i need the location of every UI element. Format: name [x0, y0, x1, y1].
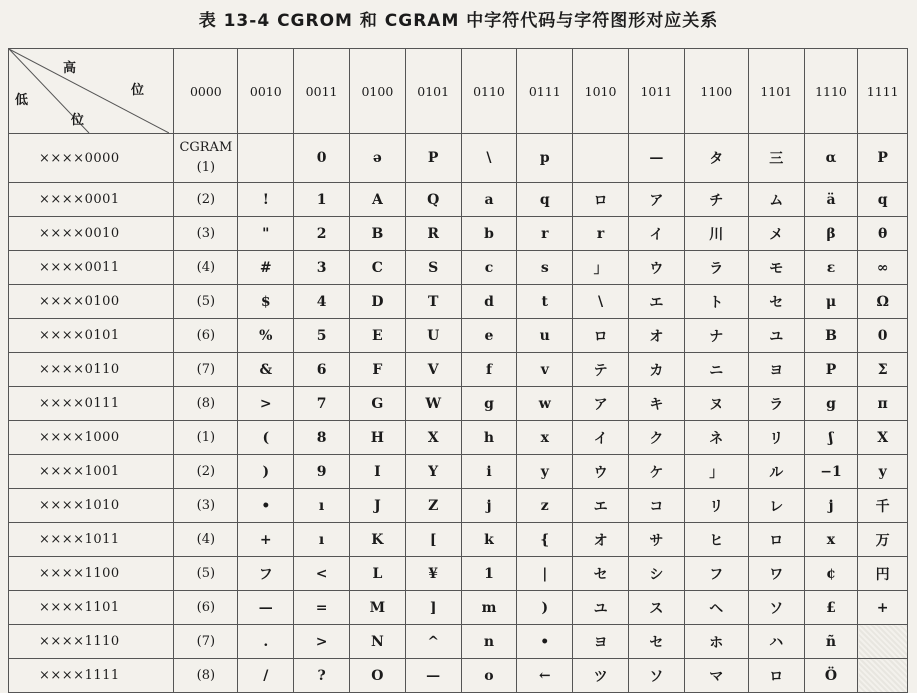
char-cell: ə	[349, 134, 405, 183]
row-low-bits: ××××1011	[9, 523, 174, 557]
char-cell: \	[461, 134, 517, 183]
column-header: 0110	[461, 49, 517, 134]
table-title: 表 13-4 CGROM 和 CGRAM 中字符代码与字符图形对应关系	[198, 11, 719, 31]
char-cell: H	[349, 421, 405, 455]
char-cell: サ	[628, 523, 684, 557]
cgram-slot: (4)	[174, 523, 238, 557]
row-low-bits: ××××1111	[9, 659, 174, 693]
char-cell: β	[804, 217, 858, 251]
table-row	[9, 217, 908, 251]
char-cell: ヘ	[684, 591, 748, 625]
char-cell: ı	[294, 489, 350, 523]
char-cell: ユ	[748, 319, 804, 353]
cgram-slot: (1)	[174, 421, 238, 455]
cgram-slot: (2)	[174, 183, 238, 217]
char-cell: [	[405, 523, 461, 557]
cgram-slot: (3)	[174, 489, 238, 523]
char-cell: E	[349, 319, 405, 353]
char-cell: g	[804, 387, 858, 421]
char-cell: ヌ	[684, 387, 748, 421]
char-cell: q	[858, 183, 908, 217]
char-cell: —	[405, 659, 461, 693]
char-cell: ∞	[858, 251, 908, 285]
char-cell: p	[517, 134, 573, 183]
char-cell: e	[461, 319, 517, 353]
char-cell: n	[461, 625, 517, 659]
char-cell: −1	[804, 455, 858, 489]
char-cell: 4	[294, 285, 350, 319]
table-row	[9, 387, 908, 421]
row-low-bits: ××××0011	[9, 251, 174, 285]
char-cell: ロ	[573, 319, 629, 353]
char-cell: ア	[573, 387, 629, 421]
char-cell: P	[804, 353, 858, 387]
cgram-slot: (5)	[174, 557, 238, 591]
column-header: 1010	[573, 49, 629, 134]
char-cell: 8	[294, 421, 350, 455]
char-cell: ウ	[573, 455, 629, 489]
char-cell: ヨ	[748, 353, 804, 387]
char-cell: •	[238, 489, 294, 523]
char-cell: テ	[573, 353, 629, 387]
table-row	[9, 251, 908, 285]
char-cell: 3	[294, 251, 350, 285]
row-low-bits: ××××1000	[9, 421, 174, 455]
char-cell: y	[858, 455, 908, 489]
table-row	[9, 319, 908, 353]
char-cell: ñ	[804, 625, 858, 659]
char-cell: I	[349, 455, 405, 489]
row-low-bits: ××××1101	[9, 591, 174, 625]
char-cell: ス	[628, 591, 684, 625]
char-cell: ヒ	[684, 523, 748, 557]
char-cell: T	[405, 285, 461, 319]
column-header: 1100	[684, 49, 748, 134]
row-low-bits: ××××1010	[9, 489, 174, 523]
char-cell: 6	[294, 353, 350, 387]
char-cell: Σ	[858, 353, 908, 387]
char-cell: 三	[748, 134, 804, 183]
char-cell: 2	[294, 217, 350, 251]
char-cell: 川	[684, 217, 748, 251]
table-row	[9, 455, 908, 489]
corner-low-pos-label: 位	[71, 113, 85, 128]
char-cell: セ	[628, 625, 684, 659]
char-cell: モ	[748, 251, 804, 285]
row-low-bits: ××××0010	[9, 217, 174, 251]
char-cell: h	[461, 421, 517, 455]
char-cell: X	[858, 421, 908, 455]
char-cell: ロ	[748, 659, 804, 693]
char-cell: μ	[804, 285, 858, 319]
column-header: 0010	[238, 49, 294, 134]
char-cell: イ	[573, 421, 629, 455]
char-cell: |	[517, 557, 573, 591]
char-cell: C	[349, 251, 405, 285]
char-cell: .	[238, 625, 294, 659]
cgram-slot: (8)	[174, 387, 238, 421]
char-cell: Y	[405, 455, 461, 489]
char-cell: 」	[573, 251, 629, 285]
row-low-bits: ××××0111	[9, 387, 174, 421]
char-cell: イ	[628, 217, 684, 251]
char-cell: ハ	[748, 625, 804, 659]
char-cell: U	[405, 319, 461, 353]
char-cell: ソ	[748, 591, 804, 625]
column-header: 0100	[349, 49, 405, 134]
char-cell	[858, 625, 908, 659]
char-cell: 万	[858, 523, 908, 557]
char-cell: !	[238, 183, 294, 217]
char-cell: オ	[628, 319, 684, 353]
char-cell: r	[573, 217, 629, 251]
table-row	[9, 285, 908, 319]
char-cell: 1	[461, 557, 517, 591]
char-cell: 5	[294, 319, 350, 353]
char-cell: ホ	[684, 625, 748, 659]
char-cell: L	[349, 557, 405, 591]
char-cell: {	[517, 523, 573, 557]
row-low-bits: ××××0101	[9, 319, 174, 353]
char-cell: ?	[294, 659, 350, 693]
char-cell: c	[461, 251, 517, 285]
char-cell: ユ	[573, 591, 629, 625]
char-cell: ク	[628, 421, 684, 455]
char-cell	[573, 134, 629, 183]
char-cell: ε	[804, 251, 858, 285]
table-row	[9, 591, 908, 625]
char-cell	[238, 134, 294, 183]
char-cell: P	[405, 134, 461, 183]
table-row	[9, 134, 908, 183]
char-cell: (	[238, 421, 294, 455]
char-cell: K	[349, 523, 405, 557]
char-cell: 9	[294, 455, 350, 489]
char-cell: ヨ	[573, 625, 629, 659]
char-cell: w	[517, 387, 573, 421]
char-cell: マ	[684, 659, 748, 693]
char-cell: t	[517, 285, 573, 319]
corner-cell	[9, 49, 174, 134]
char-cell: チ	[684, 183, 748, 217]
char-cell: V	[405, 353, 461, 387]
char-cell: d	[461, 285, 517, 319]
char-cell: 0	[858, 319, 908, 353]
char-cell: Z	[405, 489, 461, 523]
char-cell: r	[517, 217, 573, 251]
char-cell: O	[349, 659, 405, 693]
char-cell: "	[238, 217, 294, 251]
char-cell: g	[461, 387, 517, 421]
char-cell: ¥	[405, 557, 461, 591]
table-row	[9, 489, 908, 523]
char-cell: π	[858, 387, 908, 421]
char-cell: ナ	[684, 319, 748, 353]
char-cell: /	[238, 659, 294, 693]
cgram-slot: (5)	[174, 285, 238, 319]
column-header: 0101	[405, 49, 461, 134]
char-cell: y	[517, 455, 573, 489]
row-low-bits: ××××0000	[9, 134, 174, 183]
cgram-slot: CGRAM (1)	[174, 134, 238, 183]
char-cell: )	[238, 455, 294, 489]
char-cell: v	[517, 353, 573, 387]
cgram-slot: (7)	[174, 353, 238, 387]
char-cell: ¢	[804, 557, 858, 591]
char-cell: ア	[628, 183, 684, 217]
char-code-table	[8, 48, 908, 693]
char-cell: z	[517, 489, 573, 523]
char-cell	[858, 659, 908, 693]
table-body	[9, 134, 908, 693]
char-cell: M	[349, 591, 405, 625]
char-cell: ネ	[684, 421, 748, 455]
cgram-slot: (3)	[174, 217, 238, 251]
char-cell: x	[517, 421, 573, 455]
char-cell: >	[238, 387, 294, 421]
row-low-bits: ××××0110	[9, 353, 174, 387]
char-cell: ラ	[748, 387, 804, 421]
cgram-slot: (8)	[174, 659, 238, 693]
char-cell: )	[517, 591, 573, 625]
char-cell: コ	[628, 489, 684, 523]
column-header: 1111	[858, 49, 908, 134]
char-cell: ı	[294, 523, 350, 557]
char-cell: S	[405, 251, 461, 285]
char-cell: ワ	[748, 557, 804, 591]
char-cell: Q	[405, 183, 461, 217]
char-cell: %	[238, 319, 294, 353]
char-cell: セ	[748, 285, 804, 319]
char-cell: 7	[294, 387, 350, 421]
char-cell: Ö	[804, 659, 858, 693]
table-row	[9, 183, 908, 217]
char-cell: 千	[858, 489, 908, 523]
column-header: 0011	[294, 49, 350, 134]
column-header: 1110	[804, 49, 858, 134]
char-cell: a	[461, 183, 517, 217]
column-header: 1101	[748, 49, 804, 134]
char-cell: j	[461, 489, 517, 523]
char-cell: k	[461, 523, 517, 557]
char-cell: ニ	[684, 353, 748, 387]
char-cell: m	[461, 591, 517, 625]
cgram-slot: (6)	[174, 591, 238, 625]
char-cell: P	[858, 134, 908, 183]
char-cell: u	[517, 319, 573, 353]
row-low-bits: ××××0100	[9, 285, 174, 319]
cgram-slot: (2)	[174, 455, 238, 489]
char-cell: &	[238, 353, 294, 387]
column-header: 0111	[517, 49, 573, 134]
char-cell: ʃ	[804, 421, 858, 455]
diagonal-lines	[9, 49, 169, 133]
char-cell: +	[238, 523, 294, 557]
char-cell: F	[349, 353, 405, 387]
char-cell: ル	[748, 455, 804, 489]
char-cell: £	[804, 591, 858, 625]
char-cell: ウ	[628, 251, 684, 285]
cgram-slot: (7)	[174, 625, 238, 659]
char-cell: j	[804, 489, 858, 523]
char-cell: \	[573, 285, 629, 319]
char-cell: ム	[748, 183, 804, 217]
char-cell: θ	[858, 217, 908, 251]
table-row	[9, 353, 908, 387]
char-cell: =	[294, 591, 350, 625]
char-cell: X	[405, 421, 461, 455]
table-row	[9, 523, 908, 557]
char-cell: 0	[294, 134, 350, 183]
char-cell: x	[804, 523, 858, 557]
table-row	[9, 625, 908, 659]
char-cell: カ	[628, 353, 684, 387]
char-cell: J	[349, 489, 405, 523]
char-cell: A	[349, 183, 405, 217]
char-cell: セ	[573, 557, 629, 591]
char-cell: s	[517, 251, 573, 285]
char-cell: タ	[684, 134, 748, 183]
char-cell: o	[461, 659, 517, 693]
column-header: 0000	[174, 49, 238, 134]
header-row	[9, 49, 908, 134]
char-cell: f	[461, 353, 517, 387]
char-cell: •	[517, 625, 573, 659]
char-cell: ロ	[748, 523, 804, 557]
char-cell: エ	[628, 285, 684, 319]
char-cell: ^	[405, 625, 461, 659]
column-header: 1011	[628, 49, 684, 134]
row-low-bits: ××××1110	[9, 625, 174, 659]
corner-high-label: 高	[63, 61, 77, 76]
char-cell: オ	[573, 523, 629, 557]
char-cell: G	[349, 387, 405, 421]
char-cell: フ	[684, 557, 748, 591]
char-cell: N	[349, 625, 405, 659]
char-cell: b	[461, 217, 517, 251]
char-cell: レ	[748, 489, 804, 523]
char-cell: ラ	[684, 251, 748, 285]
char-cell: リ	[684, 489, 748, 523]
char-cell: ケ	[628, 455, 684, 489]
char-cell: キ	[628, 387, 684, 421]
row-low-bits: ××××1001	[9, 455, 174, 489]
char-cell: Ω	[858, 285, 908, 319]
char-cell: シ	[628, 557, 684, 591]
cgram-slot: (6)	[174, 319, 238, 353]
table-row	[9, 659, 908, 693]
char-cell: —	[628, 134, 684, 183]
char-cell: 1	[294, 183, 350, 217]
char-cell: リ	[748, 421, 804, 455]
char-cell: フ	[238, 557, 294, 591]
char-cell: ソ	[628, 659, 684, 693]
char-cell: #	[238, 251, 294, 285]
row-low-bits: ××××0001	[9, 183, 174, 217]
char-cell: B	[804, 319, 858, 353]
char-cell: エ	[573, 489, 629, 523]
char-cell: 円	[858, 557, 908, 591]
char-cell: ]	[405, 591, 461, 625]
corner-low-label: 低	[15, 93, 29, 108]
char-cell: ロ	[573, 183, 629, 217]
char-cell: —	[238, 591, 294, 625]
char-cell: ä	[804, 183, 858, 217]
char-cell: ト	[684, 285, 748, 319]
char-cell: ツ	[573, 659, 629, 693]
row-low-bits: ××××1100	[9, 557, 174, 591]
char-cell: <	[294, 557, 350, 591]
char-cell: q	[517, 183, 573, 217]
char-cell: >	[294, 625, 350, 659]
char-cell: D	[349, 285, 405, 319]
cgram-slot: (4)	[174, 251, 238, 285]
table-row	[9, 557, 908, 591]
char-cell: +	[858, 591, 908, 625]
char-cell: i	[461, 455, 517, 489]
char-cell: R	[405, 217, 461, 251]
char-cell: メ	[748, 217, 804, 251]
char-cell: B	[349, 217, 405, 251]
char-cell: $	[238, 285, 294, 319]
table-row	[9, 421, 908, 455]
char-cell: W	[405, 387, 461, 421]
char-cell: ←	[517, 659, 573, 693]
corner-high-pos-label: 位	[131, 83, 145, 98]
char-cell: α	[804, 134, 858, 183]
char-cell: 」	[684, 455, 748, 489]
